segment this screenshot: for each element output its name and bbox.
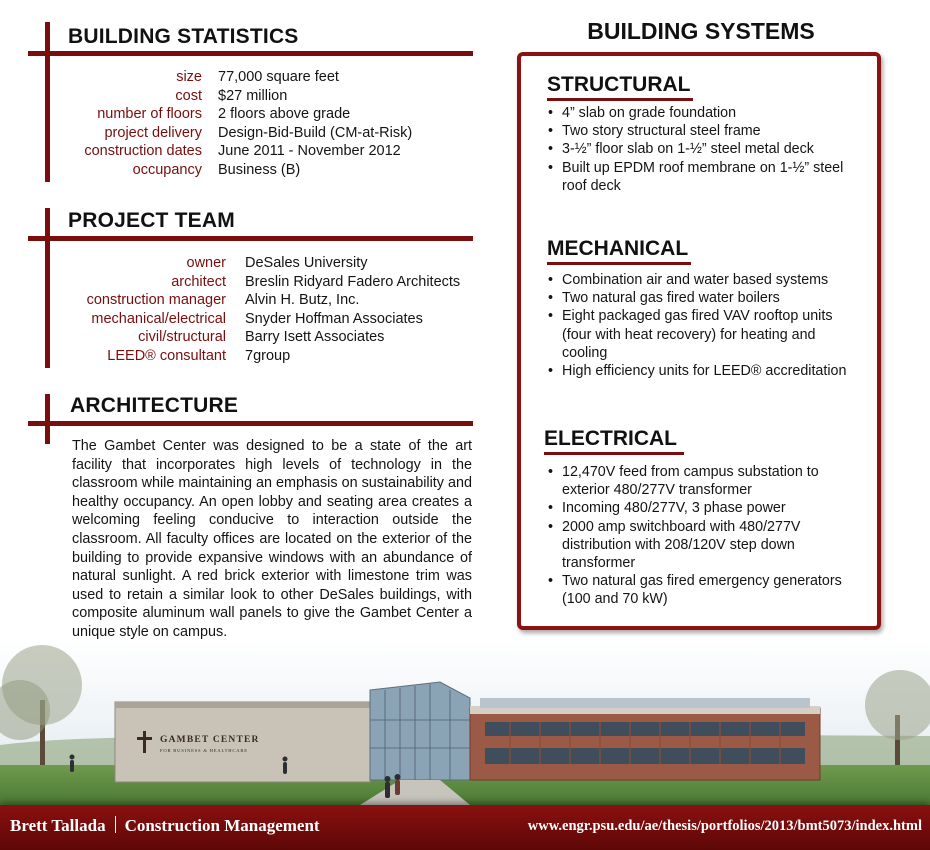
list-item: • 4” slab on grade foundation: [548, 104, 848, 122]
list-item: • Built up EPDM roof membrane on 1-½” steel roof deck: [548, 159, 848, 195]
stat-value: June 2011 - November 2012: [218, 143, 401, 159]
project-team-list: [50, 254, 460, 365]
structural-title: STRUCTURAL: [547, 73, 691, 96]
discipline: Construction Management: [124, 816, 320, 835]
architecture-description: The Gambet Center was designed to be a state of the art facility that incorporates high levels of technology in the classroom while maintaining an emphasis on sustainability and healthy occupancy. An open lobby and seating area creates a welcoming feeling conducive to interaction outside the classroom. All faculty offices are located on the exterior of the building to provide expansive windows with an abundance of natural sunlight. A red brick exterior with limestone trim was used to retain a similar look to other DeSales buildings, with composite aluminum wall panels to give the Gambet Center a unique style on campus.: [72, 438, 472, 640]
building-sign-line2: FOR BUSINESS & HEALTHCARE: [160, 748, 248, 753]
building-rendering: [0, 640, 930, 805]
list-item: • Two story structural steel frame: [548, 122, 848, 140]
section-accent-rule: [28, 51, 473, 56]
electrical-list: [548, 463, 848, 609]
stat-key: size: [176, 69, 202, 85]
team-row: [50, 254, 460, 273]
team-member: DeSales University: [245, 255, 368, 271]
building-sign-line1: GAMBET CENTER: [160, 735, 260, 745]
team-member: Alvin H. Butz, Inc.: [245, 292, 360, 308]
project-team-title: PROJECT TEAM: [68, 209, 235, 232]
section-accent-vertical: [45, 394, 50, 444]
team-role: LEED® consultant: [107, 347, 226, 364]
stat-key: construction dates: [84, 143, 202, 159]
electrical-rule: [544, 452, 684, 455]
building-systems-title: BUILDING SYSTEMS: [587, 18, 815, 44]
building-rendering-illustration: [0, 640, 930, 805]
team-member: Breslin Ridyard Fadero Architects: [245, 273, 461, 290]
cross-symbol: [143, 731, 146, 753]
team-role: architect: [171, 273, 226, 290]
stat-row: [50, 87, 412, 106]
stat-row: [50, 161, 412, 180]
section-accent-rule: [28, 421, 473, 426]
list-item: • Eight packaged gas fired VAV rooftop units (four with heat recovery) for heating and cooling: [548, 307, 842, 362]
team-role: construction manager: [86, 292, 226, 308]
mechanical-list: [548, 271, 878, 380]
stat-value: 2 floors above grade: [218, 106, 351, 122]
team-row: [50, 291, 460, 310]
list-item: • 12,470V feed from campus substation to exterior 480/277V transformer: [548, 463, 848, 499]
stat-row: [50, 68, 412, 87]
team-role: civil/structural: [138, 329, 226, 345]
team-member: Snyder Hoffman Associates: [245, 310, 423, 327]
footer-bar: [0, 805, 930, 850]
team-role: owner: [186, 255, 226, 271]
mechanical-rule: [547, 262, 691, 265]
structural-list: [548, 104, 848, 195]
structural-rule: [547, 98, 693, 101]
section-accent-rule: [28, 236, 473, 241]
team-row: [50, 310, 460, 329]
building-statistics-list: [50, 68, 412, 179]
list-item: • Two natural gas fired emergency generators (100 and 70 kW): [548, 572, 848, 608]
electrical-title: ELECTRICAL: [544, 427, 677, 450]
team-row: [50, 273, 460, 292]
stat-key: cost: [175, 87, 202, 104]
stat-value: $27 million: [218, 87, 288, 104]
stat-key: project delivery: [104, 124, 202, 141]
team-member: Barry Isett Associates: [245, 329, 385, 345]
stat-value: Design-Bid-Build (CM-at-Risk): [218, 124, 413, 141]
list-item: • Incoming 480/277V, 3 phase power: [548, 499, 848, 517]
list-item: • High efficiency units for LEED® accreditation: [548, 362, 878, 380]
stat-row: [50, 142, 412, 161]
list-item: • Two natural gas fired water boilers: [548, 289, 878, 307]
stat-key: number of floors: [97, 106, 202, 122]
portfolio-url[interactable]: www.engr.psu.edu/ae/thesis/portfolios/2013/bmt5073/index.html: [527, 818, 922, 834]
mechanical-title: MECHANICAL: [547, 237, 689, 260]
stat-value: Business (B): [218, 161, 301, 178]
stat-value: 77,000 square feet: [218, 69, 339, 85]
footer-credit: [10, 816, 320, 836]
team-role: mechanical/electrical: [91, 310, 226, 327]
footer-divider: [115, 816, 116, 833]
stat-key: occupancy: [132, 161, 202, 178]
author-name: Brett Tallada: [10, 816, 106, 835]
team-row: [50, 328, 460, 347]
stat-row: [50, 105, 412, 124]
list-item: • Combination air and water based systems: [548, 271, 878, 289]
architecture-title: ARCHITECTURE: [70, 394, 239, 417]
team-member: 7group: [245, 347, 291, 364]
team-row: [50, 347, 460, 366]
building-statistics-title: BUILDING STATISTICS: [68, 25, 299, 48]
list-item: • 2000 amp switchboard with 480/277V distribution with 208/120V step down transformer: [548, 518, 832, 573]
list-item: • 3-½” floor slab on 1-½” steel metal deck: [548, 140, 848, 158]
stat-row: [50, 124, 412, 143]
